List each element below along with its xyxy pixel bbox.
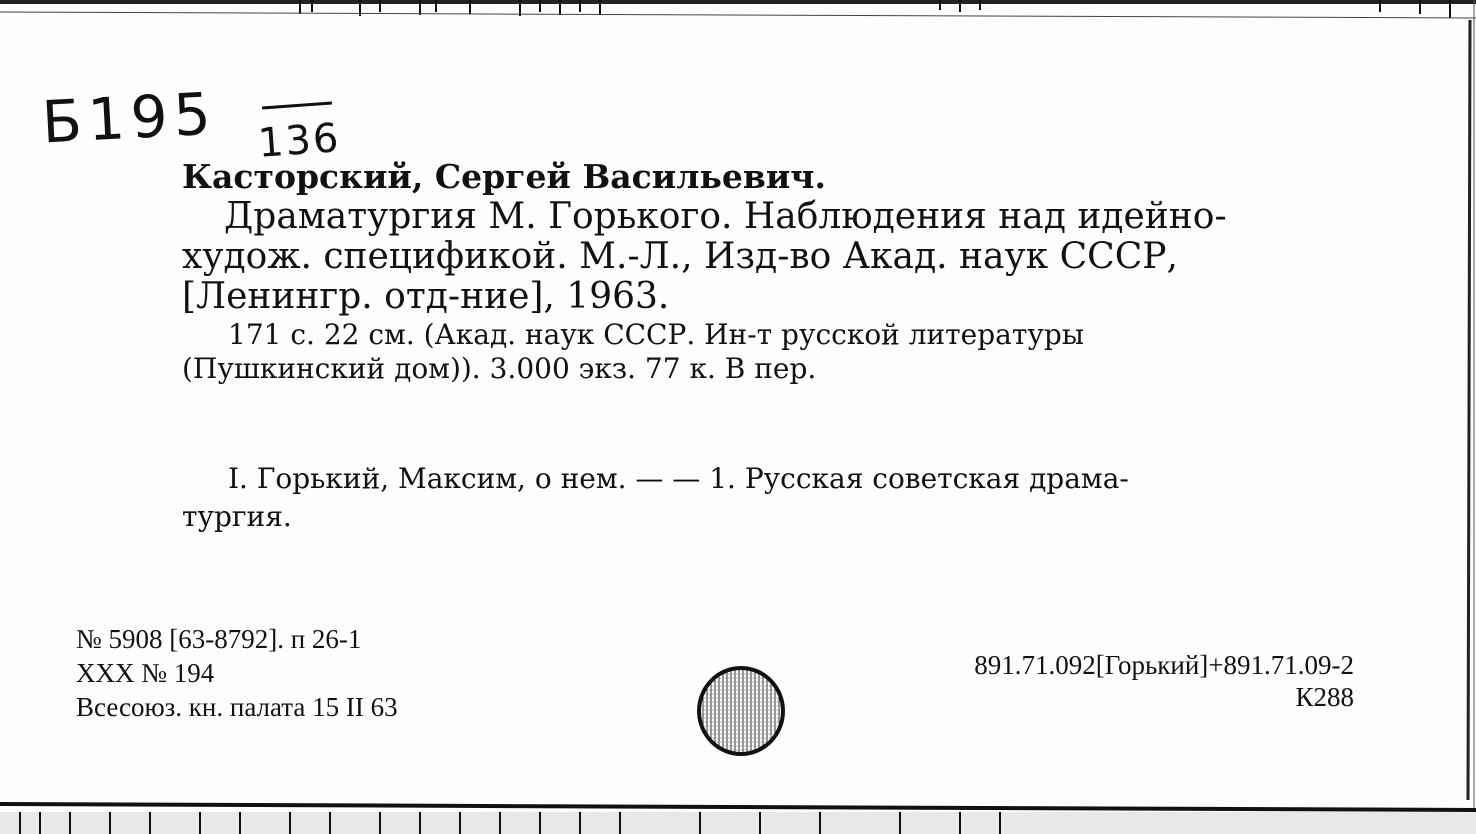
title-line: Драматургия М. Горького. Наблюдения над идейно- xyxy=(224,196,1227,237)
subject-tracing-line: тургия. xyxy=(182,500,292,533)
title-line: худож. спецификой. М.-Л., Изд-во Акад. наук СССР, xyxy=(182,236,1178,277)
bottom-scan-edge xyxy=(0,800,1476,834)
collation-line: (Пушкинский дом)). 3.000 экз. 77 к. В пер. xyxy=(182,352,817,385)
handwritten-overline xyxy=(262,102,332,110)
handwritten-subnumber: 136 xyxy=(256,115,342,167)
top-scan-edge xyxy=(0,0,1476,22)
chamber-date-line: Всесоюз. кн. палата 15 II 63 xyxy=(76,692,398,722)
title-line: [Ленингр. отд-ние], 1963. xyxy=(182,276,670,317)
right-scan-edge xyxy=(1462,0,1476,834)
series-number-line: XXX № 194 xyxy=(76,658,215,688)
punch-hole-icon xyxy=(694,664,788,758)
author-heading: Касторский, Сергей Васильевич. xyxy=(182,157,826,196)
classification-number: 891.71.092[Горький]+891.71.09-2 xyxy=(974,650,1354,680)
card-number-line: № 5908 [63-8792]. п 26-1 xyxy=(76,624,362,654)
author-mark: К288 xyxy=(1295,682,1354,712)
collation-line: 171 с. 22 см. (Акад. наук СССР. Ин-т русской литературы xyxy=(228,318,1085,351)
subject-tracing-line: I. Горький, Максим, о нем. — — 1. Русская советская драма- xyxy=(228,462,1129,495)
handwritten-call-number: Б195 xyxy=(40,79,219,157)
